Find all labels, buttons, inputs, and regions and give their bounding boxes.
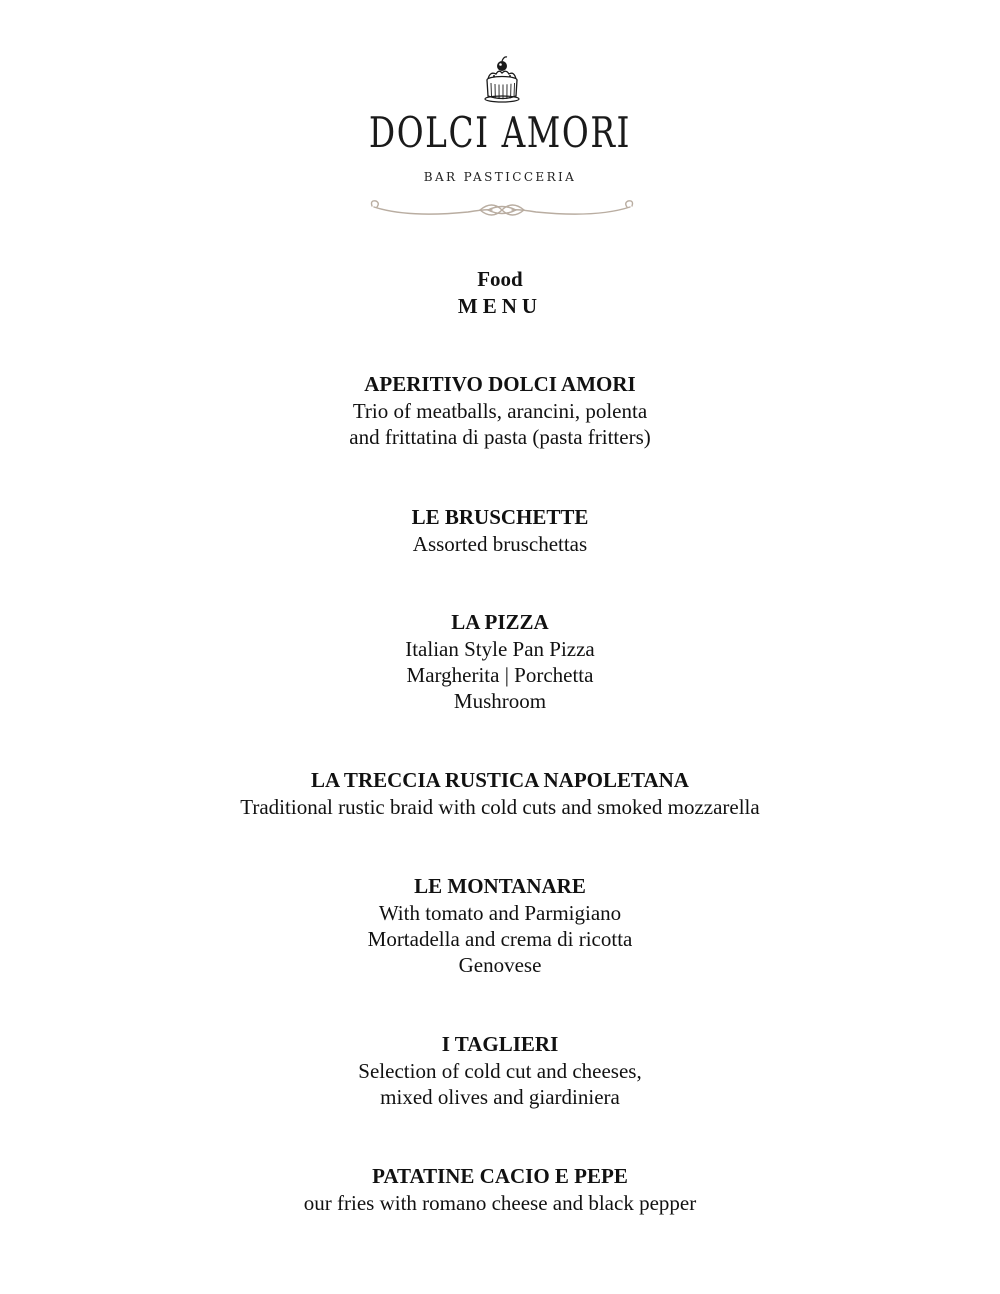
menu-title: MENU bbox=[457, 294, 543, 318]
brand-name: DOLCI AMORI bbox=[368, 108, 632, 157]
section-line: Margherita | Porchetta bbox=[406, 663, 594, 687]
section-line: Traditional rustic braid with cold cuts and smoked mozzarella bbox=[240, 795, 760, 819]
section-line: Mushroom bbox=[453, 689, 547, 713]
menu-section-pizza bbox=[0, 609, 1000, 714]
section-title: LA TRECCIA RUSTICA NAPOLETANA bbox=[311, 768, 689, 792]
section-title: PATATINE CACIO E PEPE bbox=[372, 1164, 628, 1188]
brand-logo bbox=[0, 50, 1000, 230]
menu-section-aperitivo bbox=[0, 371, 1000, 450]
section-line: Italian Style Pan Pizza bbox=[405, 637, 595, 661]
section-line: and frittatina di pasta (pasta fritters) bbox=[349, 425, 651, 449]
section-line: Genovese bbox=[458, 953, 542, 977]
cake-icon bbox=[480, 55, 524, 107]
section-title: LE MONTANARE bbox=[414, 874, 586, 898]
section-title: LE BRUSCHETTE bbox=[411, 505, 589, 529]
menu-type-title: Food bbox=[477, 267, 523, 291]
brand-subtitle: BAR PASTICCERIA bbox=[423, 170, 577, 184]
section-line: our fries with romano cheese and black pepper bbox=[303, 1191, 697, 1215]
menu-section-montanare bbox=[0, 873, 1000, 978]
section-line: mixed olives and giardiniera bbox=[380, 1085, 620, 1109]
section-line: Selection of cold cut and cheeses, bbox=[358, 1059, 642, 1083]
section-title: APERITIVO DOLCI AMORI bbox=[364, 372, 636, 396]
menu-section-treccia bbox=[0, 767, 1000, 820]
section-title: I TAGLIERI bbox=[441, 1032, 559, 1056]
menu-section-patatine bbox=[0, 1163, 1000, 1216]
section-line: Mortadella and crema di ricotta bbox=[367, 927, 633, 951]
section-line: With tomato and Parmigiano bbox=[378, 901, 622, 925]
menu-section-taglieri bbox=[0, 1031, 1000, 1110]
flourish-divider-icon bbox=[368, 198, 636, 222]
section-line: Trio of meatballs, arancini, polenta bbox=[352, 399, 648, 423]
section-title: LA PIZZA bbox=[451, 610, 549, 634]
menu-section-bruschette bbox=[0, 504, 1000, 557]
section-line: Assorted bruschettas bbox=[412, 532, 588, 556]
